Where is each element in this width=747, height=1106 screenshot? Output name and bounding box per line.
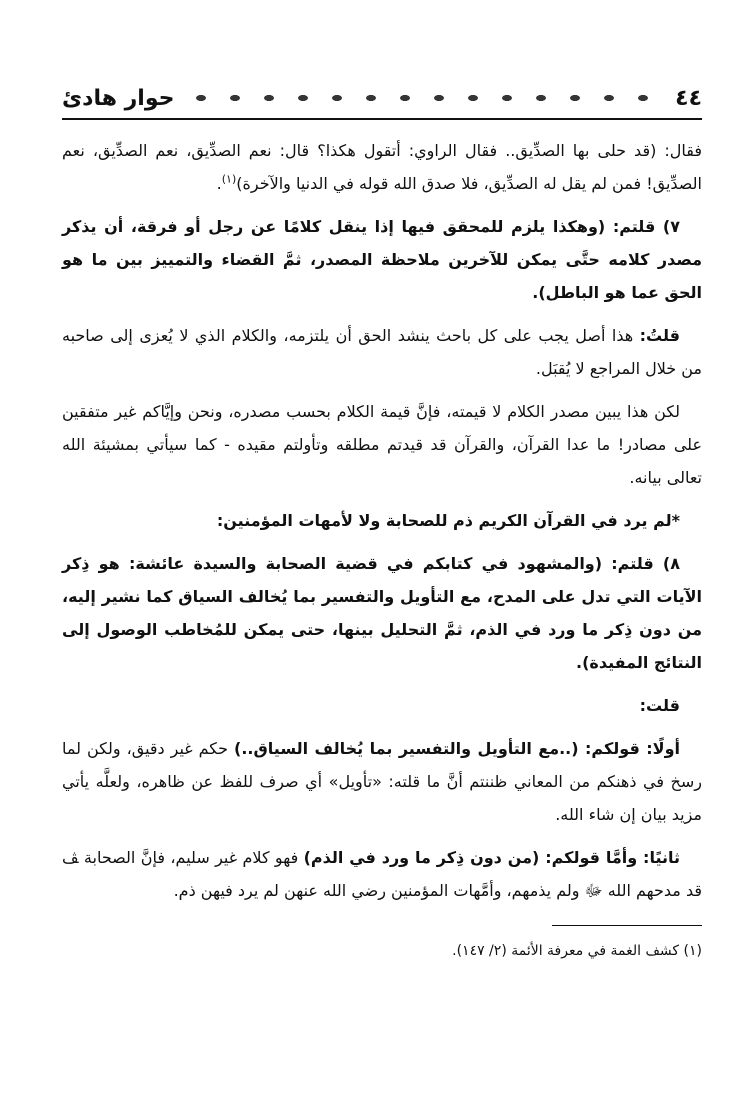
paragraph-end: . (216, 174, 222, 193)
footnote-divider (552, 925, 702, 926)
page-number: ٤٤ (675, 85, 702, 111)
second-lead: ثانيًا: وأمَّا قولكم: (من دون ذِكر ما ورد في الذم) (303, 848, 681, 867)
running-title: حوار هادئ (62, 85, 175, 111)
paragraph-quote (62, 134, 702, 200)
first-text: حكم غير دقيق، ولكن لما رسخ في ذهنكم من المعاني ظننتم أنَّ ما قلته: «تأويل» أي صرف للفظ عن ظاهره، ولعلَّه يأتي مزيد بيان إن شاء الله. (62, 739, 702, 824)
paragraph-second (62, 841, 702, 907)
header-ornament (184, 91, 665, 105)
reply-heading: قلت: (639, 696, 680, 715)
reply-lead: قلتُ: (639, 326, 680, 345)
paragraph-text: فقال: (قد حلى بها الصدِّيق.. فقال الراوي: أتقول هكذا؟ قال: نعم الصدِّيق، نعم الصدِّيق، نعم الصدِّيق! فمن لم يقل له الصدِّيق، فلا صدق الله قوله في الدنيا والآخرة) (62, 141, 702, 193)
paragraph-point-7: ٧) قلتم: (وهكذا يلزم للمحقق فيها إذا ينقل كلامًا عن رجل أو فرقة، أن يذكر مصدر كلامه حتَّى يمكن للآخرين ملاحظة المصدر، ثمَّ القضاء والتمييز بين ما هو الحق عما هو الباطل). (62, 217, 702, 302)
book-page (62, 78, 702, 976)
footnote: (١) كشف الغمة في معرفة الأئمة (٢/ ١٤٧). (452, 943, 702, 959)
section-heading: *لم يرد في القرآن الكريم ذم للصحابة ولا لأمهات المؤمنين: (216, 511, 680, 530)
footnote-marker: (١) (221, 172, 237, 186)
paragraph-first (62, 732, 702, 831)
page-header (62, 78, 702, 120)
second-text: فهو كلام غير سليم، فإنَّ الصحابة ﭫ قد مدحهم الله ﷻ ولم يذمهم، وأمَّهات المؤمنين رضي الله عنهن لم يرد فيهن ذم. (62, 848, 702, 900)
paragraph-comment: لكن هذا يبين مصدر الكلام لا قيمته، فإنَّ قيمة الكلام بحسب مصدره، ونحن وإيَّاكم غير متفقين على مصادر! ما عدا القرآن، والقرآن قد قيدتم مطلقه وتأولتم مقيده - كما سيأتي بمشيئة الله تعالى بيانه. (62, 402, 702, 487)
paragraph-point-8: ٨) قلتم: (والمشهود في كتابكم في قضية الصحابة والسيدة عائشة: هو ذِكر الآيات التي تدل على المدح، مع التأويل والتفسير بما يُخالف السياق كما نشير إليه، من دون ذِكر ما ورد في الذم، ثمَّ التحليل بينها، حتى يمكن للمُخاطب الوصول إلى النتائج المفيدة). (62, 554, 702, 672)
reply-text: هذا أصل يجب على كل باحث ينشد الحق أن يلتزمه، والكلام الذي لا يُعزى إلى صاحبه من خلال المراجع لا يُقبَل. (62, 326, 702, 378)
first-lead: أولًا: قولكم: (..مع التأويل والتفسير بما يُخالف السياق..) (234, 739, 680, 758)
paragraph-reply-1 (62, 319, 702, 385)
page-body (62, 134, 702, 962)
